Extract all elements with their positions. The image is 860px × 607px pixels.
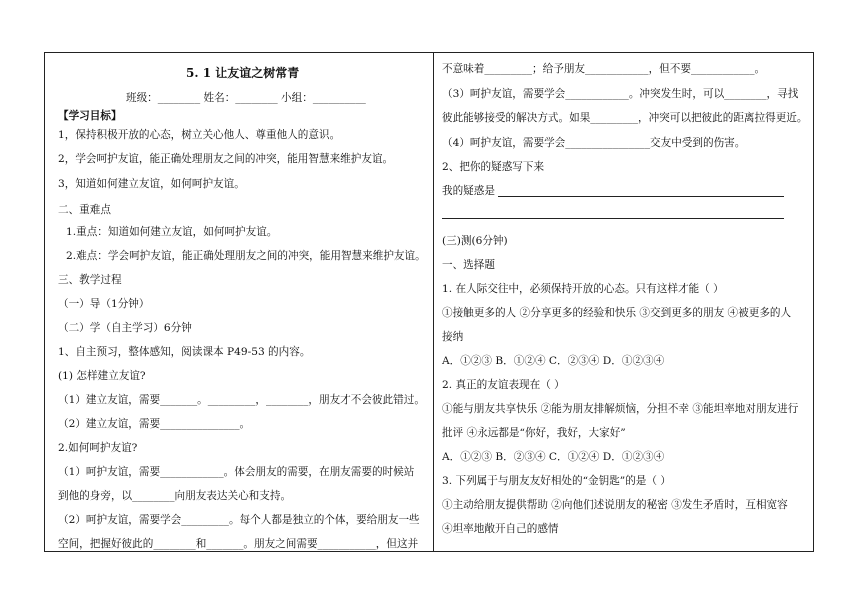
choice-question-1-answers: A．①②③ B．①②④ C．②③④ D．①②③④: [442, 355, 665, 367]
key-point-2: 2.难点：学会呵护友谊，能正确处理朋友之间的冲突，能用智慧来维护友谊。: [66, 250, 426, 262]
section-process-heading: 三、教学过程: [58, 274, 122, 286]
question-2-item-1-line-2: 到他的身旁，以________向朋友表达关心和支持。: [58, 490, 292, 502]
doubts-label: 我的疑惑是: [442, 185, 495, 197]
doubts-heading: 2、把你的疑惑写下来: [442, 161, 545, 173]
choice-question-2-options-line-2: 批评 ④永远都是“你好，我好，大家好”: [442, 427, 626, 439]
protect-item-3-line-1: （3）呵护友谊，需要学会____________。冲突发生时，可以________，寻找: [442, 88, 799, 100]
choice-question-1-options-line-2: 接纳: [442, 331, 464, 343]
choice-heading: 一、选择题: [442, 259, 495, 271]
objective-3: 3，知道如何建立友谊，如何呵护友谊。: [58, 178, 245, 190]
choice-question-2-answers: A．①②③ B．②③④ C．①②④ D．①②③④: [442, 451, 665, 463]
question-2-item-2-line-2: 空间，把握好彼此的________和_______。朋友之间需要___________，但这并: [58, 538, 419, 550]
protect-item-4: （4）呵护友谊，需要学会________________交友中受到的伤害。: [442, 137, 746, 149]
objective-2: 2，学会呵护友谊，能正确处理朋友之间的冲突，能用智慧来维护友谊。: [58, 153, 394, 165]
lesson-title: 5. 1 让友谊之树常青: [186, 66, 300, 80]
question-1-item-2: （2）建立友谊，需要_______________。: [58, 418, 251, 430]
question-build-friendship: (1) 怎样建立友谊?: [58, 370, 146, 382]
test-heading: (三)测(6分钟): [442, 235, 508, 247]
step-self-study: （二）学（自主学习）6分钟: [58, 322, 192, 334]
choice-question-3-options-line-2: ④坦率地敞开自己的感情: [442, 523, 559, 535]
doubts-answer-line-2[interactable]: [442, 218, 784, 219]
objectives-heading: 【学习目标】: [58, 110, 122, 122]
doubts-answer-line-1[interactable]: [498, 196, 784, 197]
objective-1: 1，保持积极开放的心态，树立关心他人、尊重他人的意识。: [58, 129, 341, 141]
step-guide: （一）导（1分钟）: [58, 298, 150, 310]
section-key-points-heading: 二、重难点: [58, 204, 111, 216]
question-2-item-1-line-1: （1）呵护友谊，需要____________。体会朋友的需要，在朋友需要的时候站: [58, 466, 415, 478]
choice-question-3: 3. 下列属于与朋友友好相处的“金钥匙”的是（ ）: [442, 475, 671, 487]
question-2-item-2-line-1: （2）呵护友谊，需要学会_________。每个人都是独立的个体，要给朋友一些: [58, 514, 420, 526]
column-divider: [433, 52, 434, 552]
choice-question-3-options-line-1: ①主动给朋友提供帮助 ②向他们述说朋友的秘密 ③发生矛盾时，互相宽容: [442, 499, 788, 511]
student-info-line: 班级：________ 姓名：________ 小组：__________: [126, 92, 366, 104]
choice-question-1-options-line-1: ①接触更多的人 ②分享更多的经验和快乐 ③交到更多的朋友 ④被更多的人: [442, 307, 792, 319]
protect-item-3-line-2: 彼此能够接受的解决方式。如果_________，冲突可以把彼此的距离拉得更近。: [442, 112, 808, 124]
key-point-1: 1.重点：知道如何建立友谊，如何呵护友谊。: [66, 226, 278, 238]
choice-question-1: 1. 在人际交往中，必须保持开放的心态。只有这样才能（ ）: [442, 283, 724, 295]
question-1-item-1: （1）建立友谊，需要_______。_________，________，朋友才不会彼此错过。: [58, 394, 425, 406]
question-protect-friendship: 2.如何呵护友谊?: [58, 442, 138, 454]
continued-line: 不意味着_________；给予朋友____________，但不要____________。: [442, 63, 766, 75]
choice-question-2-options-line-1: ①能与朋友共享快乐 ②能为朋友排解烦恼，分担不幸 ③能坦率地对朋友进行: [442, 403, 799, 415]
reading-instruction: 1、自主预习，整体感知，阅读课本 P49-53 的内容。: [58, 346, 311, 358]
choice-question-2: 2. 真正的友谊表现在（ ）: [442, 379, 565, 391]
